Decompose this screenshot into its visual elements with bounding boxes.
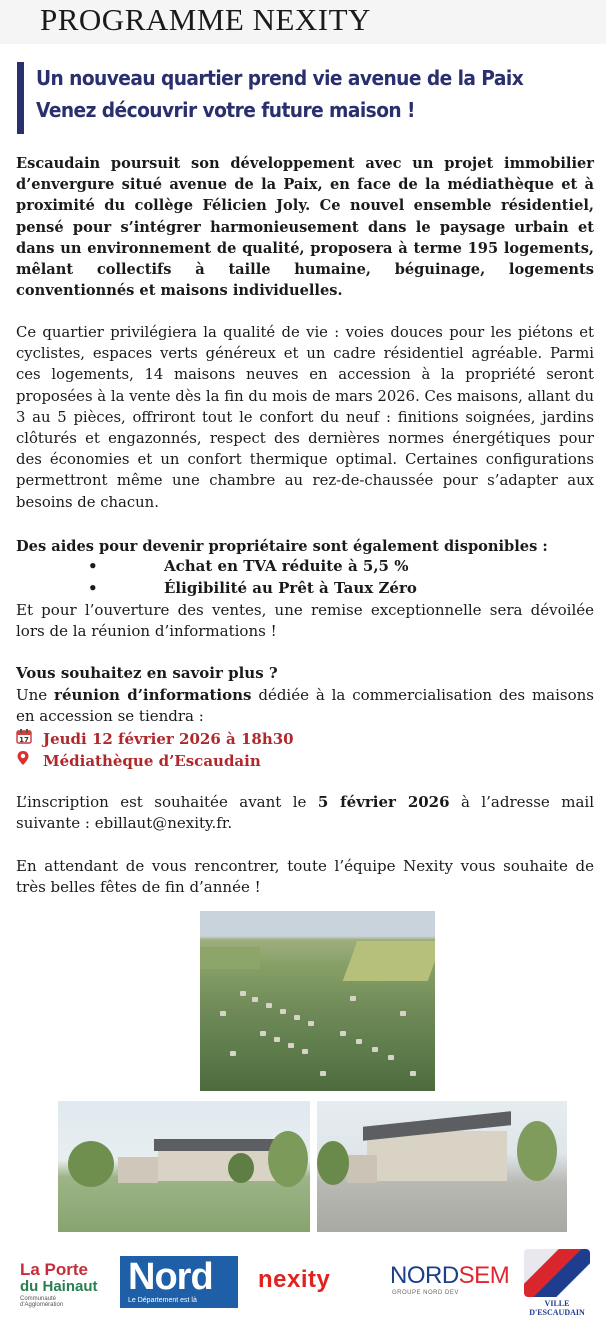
registration-date: 5 février 2026 — [317, 793, 450, 811]
event-place-line — [16, 750, 261, 770]
subtitle-accent-bar — [17, 62, 24, 134]
nord-logo — [120, 1256, 238, 1308]
ville-logo-text: VILLE D'ESCAUDAIN — [529, 1299, 585, 1317]
bullet-glyph: • — [88, 557, 98, 575]
intro-paragraph: Escaudain poursuit son développement avec un projet immobilier d’envergure situé avenue de la Paix, en face de la médiathèque et à proximité du collège Félicien Joly. Ce nouvel ensemble résidentiel, pensé pour s’intégrer harmonieusement dans le paysage urbain et dans un environnement de qualité, proposera à terme 195 logements, mêlant collectifs à taille humaine, béguinage, logements conventionnés et maisons individuelles. — [16, 155, 594, 300]
nordsem-logo — [390, 1262, 512, 1302]
subtitle-line-1: Un nouveau quartier prend vie avenue de la Paix — [36, 66, 524, 90]
porte-logo-line2: du Hainaut — [20, 1278, 98, 1295]
meeting-bold: réunion d’informations — [54, 686, 252, 704]
render-photo-1 — [58, 1101, 310, 1232]
event-date: Jeudi 12 février 2026 à 18h30 — [43, 730, 294, 748]
meeting-post: dédiée à la commercialisation des maisons en accession se tiendra : — [16, 686, 594, 726]
event-date-line — [16, 728, 294, 748]
description-paragraph: Ce quartier privilégiera la qualité de vie : voies douces pour les piétons et cyclistes, espaces verts généreux et un cadre résidentiel agréable. Parmi ces logements, 14 maisons neuves en accession à la propriété seront proposées à la vente dès la fin du mois de mars 2026. Ces maisons, allant du 3 au 5 pièces, offriront tout le confort du neuf : finitions soignées, jardins clôturés et engazonnés, respect des dernières normes énergétiques pour des économies et un confort thermique optimal. Certaines configurations permettront même une chambre au rez-de-chaussée pour s’adapter aux besoins de chacun. — [16, 324, 594, 511]
aid-item — [88, 579, 417, 597]
nord-logo-small: Le Département est là — [128, 1297, 197, 1304]
page-title: PROGRAMME NEXITY — [40, 2, 371, 37]
meeting-paragraph — [16, 685, 594, 727]
closing-paragraph: En attendant de vous rencontrer, toute l’équipe Nexity vous souhaite de très belles fêtes de fin d’année ! — [16, 857, 594, 897]
nord-logo-text: Nord — [128, 1256, 213, 1298]
registration-pre: L’inscription est souhaitée avant le — [16, 793, 318, 811]
map-pin-icon — [16, 750, 43, 770]
aid-item — [88, 557, 408, 575]
porte-logo-line1: La Porte — [20, 1260, 89, 1279]
ville-logo-mark — [524, 1249, 590, 1297]
porte-logo-small: Communauté d'Agglomération — [20, 1296, 64, 1308]
event-place: Médiathèque d’Escaudain — [43, 752, 261, 770]
aid-item-label: Éligibilité au Prêt à Taux Zéro — [164, 579, 417, 597]
sales-note: Et pour l’ouverture des ventes, une remise exceptionnelle sera dévoilée lors de la réunion d’informations ! — [16, 601, 594, 641]
nordsem-logo-b: SEM — [458, 1262, 510, 1289]
porte-du-hainaut-logo — [14, 1256, 104, 1308]
registration-post: à l’adresse mail suivante : ebillaut@nexity.fr. — [16, 793, 594, 833]
nordsem-logo-a: NORD — [390, 1262, 459, 1289]
question-heading: Vous souhaitez en savoir plus ? — [16, 664, 278, 682]
meeting-pre: Une — [16, 686, 55, 704]
aerial-photo — [200, 911, 435, 1091]
subtitle — [36, 62, 557, 126]
render-photo-2 — [317, 1101, 567, 1232]
bullet-glyph: • — [88, 579, 98, 597]
subtitle-line-2: Venez découvrir votre future maison ! — [36, 98, 415, 122]
aid-item-label: Achat en TVA réduite à 5,5 % — [164, 557, 409, 575]
nexity-logo: nexity — [258, 1266, 331, 1293]
svg-text:17: 17 — [19, 736, 29, 744]
calendar-icon — [16, 728, 43, 748]
aids-heading: Des aides pour devenir propriétaire sont également disponibles : — [16, 538, 548, 555]
ville-escaudain-logo — [516, 1247, 598, 1317]
nordsem-logo-small: GROUPE NORD DEV — [392, 1290, 459, 1296]
registration-paragraph — [16, 792, 594, 834]
